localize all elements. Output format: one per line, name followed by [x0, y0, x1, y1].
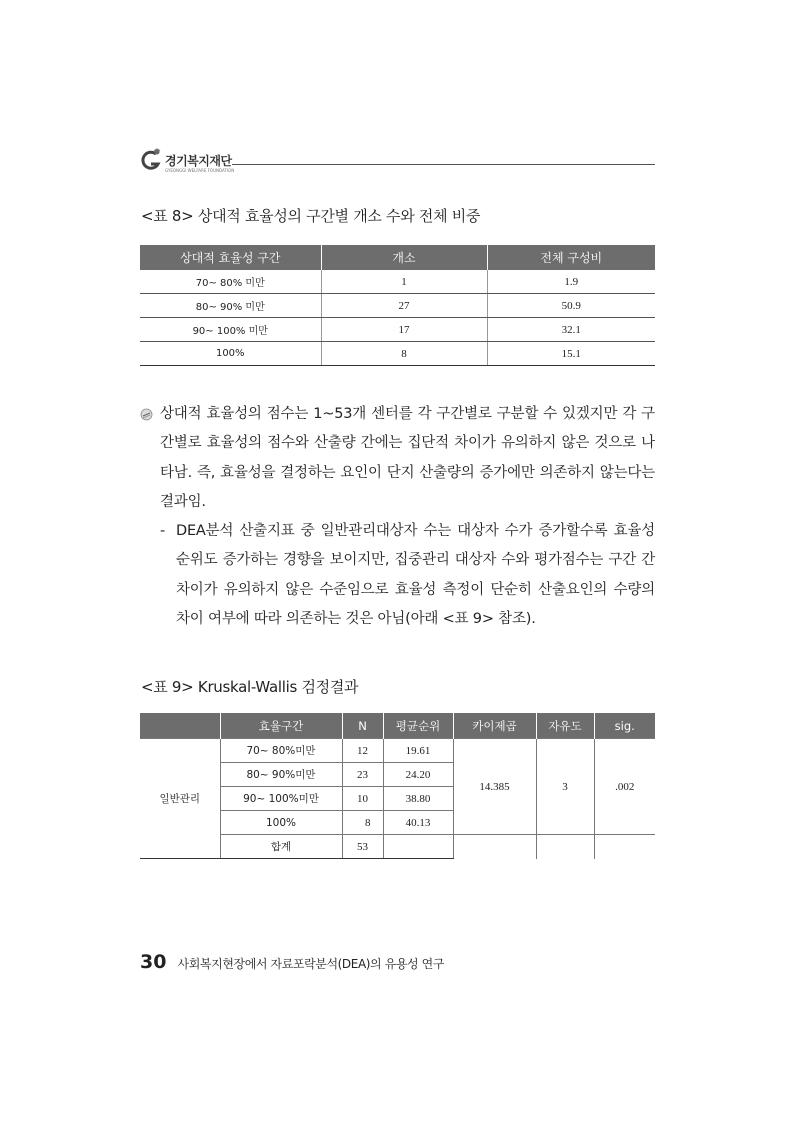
body-text: [140, 400, 655, 634]
empty-cell: [594, 835, 655, 859]
table8: [140, 245, 655, 366]
bullet-icon: [140, 408, 153, 421]
table9-header-row: [140, 713, 655, 739]
cell-ratio: 32.1: [487, 318, 655, 342]
dash-text: DEA분석 산출지표 중 일반관리대상자 수는 대상자 수가 증가할수록 효율성 순위도 증가하는 경향을 보이지만, 집중관리 대상자 수와 평가점수는 구간 간 차이가 유의하지 않은 수준임으로 효율성 측정이 단순히 산출요인의 수량의 차이 여부에 따라 의존하는 것은 아님(아래 <표 9> 참조).: [176, 523, 655, 628]
df-cell: 3: [536, 739, 594, 835]
table8-col-ratio: 전체 구성비: [487, 245, 655, 270]
cell-range: 합계: [220, 835, 342, 859]
cell-mean-rank: 40.13: [383, 811, 453, 835]
table9-col-blank: [140, 713, 220, 739]
table9-col-df: 자유도: [536, 713, 594, 739]
table-row: [140, 270, 655, 294]
table-row: [140, 739, 655, 763]
dash-marker: -: [160, 523, 166, 540]
empty-cell: [453, 835, 536, 859]
cell-range: 70~ 80% 미만: [140, 270, 321, 294]
table9-col-mean-rank: 평균순위: [383, 713, 453, 739]
table8-caption: <표 8> 상대적 효율성의 구간별 개소 수와 전체 비중: [141, 207, 481, 225]
table-row: [140, 342, 655, 366]
category-cell: 일반관리: [140, 739, 220, 859]
cell-ratio: 15.1: [487, 342, 655, 366]
cell-range: 90~ 100%미만: [220, 787, 342, 811]
cell-n: 12: [342, 739, 383, 763]
bullet-paragraph: [140, 400, 655, 517]
empty-cell: [536, 835, 594, 859]
table-row: [140, 318, 655, 342]
cell-count: 27: [321, 294, 487, 318]
foundation-logo-icon: [140, 148, 162, 172]
table9-col-chi-square: 카이제곱: [453, 713, 536, 739]
table8-col-range: 상대적 효율성 구간: [140, 245, 321, 270]
sig-cell: .002: [594, 739, 655, 835]
cell-n: 8: [342, 811, 383, 835]
table9-col-range: 효율구간: [220, 713, 342, 739]
running-title: 사회복지현장에서 자료포락분석(DEA)의 유용성 연구: [177, 957, 445, 971]
cell-n: 23: [342, 763, 383, 787]
cell-mean-rank: 19.61: [383, 739, 453, 763]
cell-range: 100%: [220, 811, 342, 835]
table9-col-sig: sig.: [594, 713, 655, 739]
cell-count: 8: [321, 342, 487, 366]
cell-ratio: 1.9: [487, 270, 655, 294]
page-header: [140, 148, 655, 178]
cell-n: 53: [342, 835, 383, 859]
cell-count: 1: [321, 270, 487, 294]
bullet-text: 상대적 효율성의 점수는 1~53개 센터를 각 구간별로 구분할 수 있겠지만 각 구간별로 효율성의 점수와 산출량 간에는 집단적 차이가 유의하지 않은 것으로 나타남. 즉, 효율성을 결정하는 요인이 단지 산출량의 증가에만 의존하지 않는다는 결과임.: [160, 406, 655, 510]
table9-caption: <표 9> Kruskal-Wallis 검정결과: [141, 678, 359, 696]
cell-range: 100%: [140, 342, 321, 366]
cell-range: 80~ 90% 미만: [140, 294, 321, 318]
table8-col-count: 개소: [321, 245, 487, 270]
cell-ratio: 50.9: [487, 294, 655, 318]
cell-mean-rank: [383, 835, 453, 859]
chi-square-cell: 14.385: [453, 739, 536, 835]
cell-count: 17: [321, 318, 487, 342]
dash-paragraph: [140, 517, 655, 634]
cell-range: 80~ 90%미만: [220, 763, 342, 787]
cell-n: 10: [342, 787, 383, 811]
page-footer: [140, 951, 444, 973]
header-rule: [232, 164, 655, 165]
table9: [140, 713, 655, 859]
table-row: [140, 294, 655, 318]
cell-mean-rank: 38.80: [383, 787, 453, 811]
table8-header-row: [140, 245, 655, 270]
table9-col-n: N: [342, 713, 383, 739]
org-sub: GYEONGGI WELFARE FOUNDATION: [165, 168, 235, 173]
cell-range: 70~ 80%미만: [220, 739, 342, 763]
cell-mean-rank: 24.20: [383, 763, 453, 787]
org-name: 경기복지재단: [165, 154, 232, 168]
page-number: 30: [140, 951, 167, 973]
cell-range: 90~ 100% 미만: [140, 318, 321, 342]
